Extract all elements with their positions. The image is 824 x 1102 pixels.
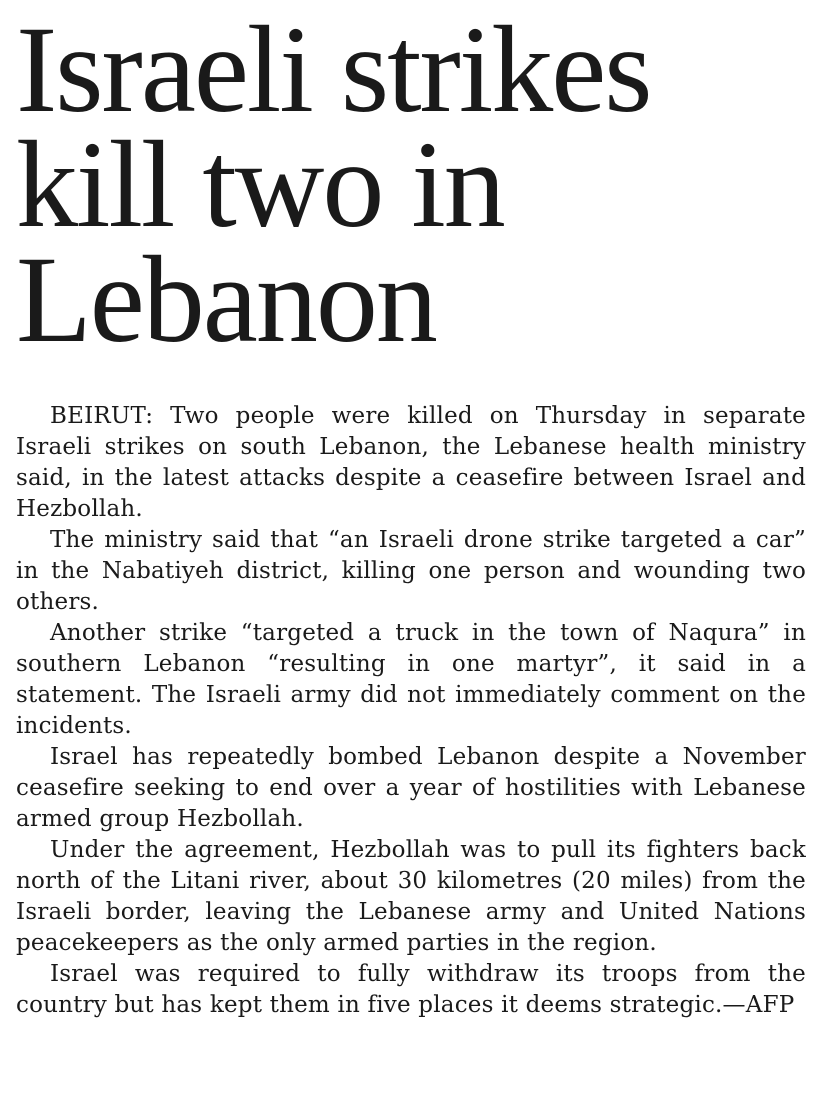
paragraph-2: The ministry said that “an Israeli drone strike targeted a car” in the Nabatiyeh district, killing one person and wounding two others. <box>16 527 806 615</box>
headline-line-3: Lebanon <box>16 231 436 368</box>
headline-line-1: Israeli strikes <box>16 1 651 138</box>
paragraph-5: Under the agreement, Hezbollah was to pull its fighters back north of the Litani river, about 30 kilometres (20 miles) from the Israeli border, leaving the Lebanese army and United Nations peacekeepers as the only armed parties in the region. <box>16 837 806 956</box>
news-article <box>16 0 806 1018</box>
paragraph-6: Israel was required to fully withdraw its troops from the country but has kept them in five places it deems strategic.—AFP <box>16 961 806 1018</box>
paragraph-1: BEIRUT: Two people were killed on Thursday in separate Israeli strikes on south Lebanon, the Lebanese health ministry said, in the latest attacks despite a ceasefire between Israel and Hezbollah. <box>16 403 806 522</box>
paragraph-3: Another strike “targeted a truck in the town of Naqura” in southern Lebanon “resulting in one martyr”, it said in a statement. The Israeli army did not immediately comment on the incidents. <box>16 620 806 739</box>
article-body <box>16 401 806 1021</box>
headline-line-2: kill two in <box>16 116 504 253</box>
paragraph-4: Israel has repeatedly bombed Lebanon despite a November ceasefire seeking to end over a year of hostilities with Lebanese armed group Hezbollah. <box>16 744 806 832</box>
headline <box>16 0 806 368</box>
